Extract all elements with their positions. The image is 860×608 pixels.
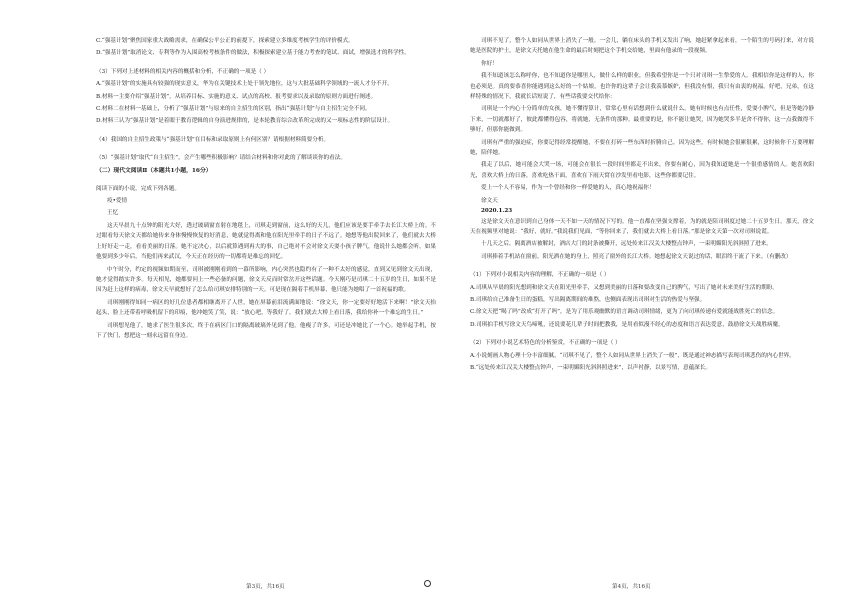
letter-paragraph: 司琪有严重的强迫症，你要记得经常提醒她，不要在打碎一些东西时折腾自己。因为这些，有时候她会很累很累，这时候你千万要理解她，陪伴她。: [470, 139, 814, 157]
question-2: （2）下列对小说艺术特色的分析鉴赏，不正确的一项是（ ）: [470, 340, 621, 347]
q2-option-a: A.小说刻画人物心理十分丰富细腻，“司琪不见了，整个人如同从世界上消失了一般”，既是通过神态描写表现司琪悲伤的内心世界。: [470, 352, 795, 359]
page-number-right: 第4页，共16页: [612, 584, 651, 590]
story-paragraph: 这是徐文天在意识到自己身体一天不如一天的情况下写的。他一直都在坚强支撑着，为的就是陪司琪度过她二十五岁生日。那天，徐文天在视频里对她说：“我好，就好。”我说我们见面，“等你回来了，我们就去大桥上看日落。”那是徐文天第一次对司琪说谎。: [470, 218, 814, 235]
q3-option-c: C.材料二在材料一基础上，分析了“强基计划”与原来的自主招生的区别，指出“强基计划”与自主招生完全不同。: [96, 106, 371, 113]
story-paragraph: 司琪刚刚得知同一病区的好几位患者都相继离开了人世，她在屏幕前泪流满面地说：“徐文天，你一定要好好地活下来啊！”徐文天抬起头，脸上还带着呼吸机留下的印痕，他冲她笑了笑，说：“放心吧，等我好了，我们就去大桥上看日落，我给你补一个难忘的生日。”: [96, 299, 436, 317]
story-author: 王忆: [107, 210, 119, 217]
letter-paragraph: 爱上一个人不容易，作为一个曾经和你一样爱她的人，真心地祝福你！: [481, 185, 655, 192]
story-title: 疫•爱情: [107, 198, 128, 205]
question-3: （3）下列对上述材料的相关内容的概括和分析，不正确的一项是（ ）: [96, 68, 270, 75]
question-5: （5）“强基计划”取代“自主招生”，会产生哪些积极影响？请结合材料和你对此的了解谈谈你的看法。: [96, 155, 346, 162]
q2-option-b: B.“远处传来江汉关大楼整点钟声，一束明媚阳光斜斜照进来”，以声衬静，以景写情，意蕴深长。: [470, 364, 711, 371]
q1-option-b: B.司琪给自己准备生日的蛋糕，写出隔离期间的难熬，也侧面表现出司琪对生活的热爱与坚强。: [470, 296, 706, 303]
q1-option-d: D.司琪拍手机写徐文天鸟啼吼，还说要花几辈子时间把教我，是用看似漫不经心的态度和语言表达爱意，鼓励徐文天战胜病魔。: [470, 321, 784, 328]
section-heading: （二）现代文阅读Ⅱ（本题共1小题，16分）: [96, 167, 212, 174]
q1-option-a: A.司琪从早晨的阳光想到和徐文天在阳光里牵手，又想到美丽的日落和要改变自己的脾气，写出了她对未来美好生活的期盼。: [470, 284, 778, 291]
q1-option-c: C.徐文天把“喝了吗”改成“打开了吗”，是为了用乐观幽默的语言调动司琪情绪，更为了向司琪传递有爱就能战胜死亡的信念。: [470, 309, 779, 316]
story-paragraph: 中午时分，约定的视频如期而至，司琪被刚刚看到的一幕所影响，内心突然也隐约有了一种不太好的感觉，直到又见到徐文天出现，她才觉得踏实许多。每天相见，她都要问上一些必备的问题，徐文天反而时常岔开这些话题。今天刚巧是司琪二十五岁的生日，如果不是因为赶上这样的病毒，徐文天早就想好了怎么给司琪安排特别的一天。可是现在隔着手机屏幕，他只能为她唱了一首祝福的歌。: [96, 266, 436, 294]
page-number-left: 第3页，共16页: [246, 584, 285, 590]
page-left: [96, 0, 436, 608]
letter-date: 2020.1.23: [481, 208, 513, 215]
story-paragraph: 这天早晨九十点钟的阳光大好，透过玻璃窗直射在地毯上，司琪走到窗前，这么好的天儿，他们应该是要手牵手去长江大桥上的。不过眼看每天徐文天都给她传来身体慢慢恢复的好消息，她就觉得离和他在阳光里牵手的日子不远了。她想等他出院回来了，他们就去大桥上好好走一走，看看美丽的日落。她不定决心，以后就算遇到再大的事，自己绝对不会对徐文天耍小孩子脾气，他说什么她都会听。如果他要到多少年后，当他们再来武汉，今天正在经历的一切都将是难忘的回忆。: [96, 222, 436, 261]
letter-paragraph: 我走了以后，她可能会大哭一场，可能会在很长一段时间里都走不出来，你要有耐心，因为我知道她是一个很重感情的人。她喜欢阳光，喜欢大桥上的日落，喜欢吃热干面，喜欢在下雨天窝在沙发里看电影，这些你都要记住。: [470, 162, 814, 179]
story-paragraph: 司琪想见他了，她求了医生很多次，终于在病区门口的隔离玻璃外见到了他。他瘦了许多，可还是冲她比了一个心。她举起手机，按下了快门，想把这一刻永远留在身边。: [96, 322, 436, 339]
letter-greeting: 你好！: [481, 60, 498, 67]
page-right: [470, 0, 814, 608]
question-1: （1）下列对小说相关内容的理解，不正确的一项是（ ）: [470, 272, 610, 279]
option-d: D.“强基计划”取消论文、专利等作为入围高校考核条件的做法，积极探索建立基于能力考查的笔试、面试，增强选才的科学性。: [96, 50, 410, 57]
story-paragraph: 司琪不见了，整个人如同从世界上消失了一般。一会儿，躺在床头的手机又发出了响，她赶紧拿起来看，一个陌生的号码打来，对方说她是医院的护士，是徐文天托她在他生命的最后时刻把这个手机交给她，里面有他录的一段视频。: [470, 38, 814, 55]
q3-option-b: B.材料一主要介绍“强基计划”，从培养目标、实施的意义、试点的高校、报考要求以及录取的原则方面进行阐述。: [96, 93, 377, 100]
instruction: 阅读下面的小说，完成下列各题。: [96, 185, 180, 192]
q3-option-d: D.材料三认为“强基计划”是着眼于教育逻辑的自身演进规律的，是本轮教育综合改革所完成的又一项标志性的阶层设计。: [96, 118, 394, 125]
story-paragraph: 司琪捧着手机站在窗前，阳光洒在她的身上，照亮了窗外的长江大桥。她想起徐文天说过的话，眼泪终于流了下来。（有删改）: [481, 253, 792, 260]
story-paragraph: 十几天之后，隔离酒店被解封，酒店大门的封条被撕开，远处传来江汉关大楼整点钟声，一束明媚阳光斜斜照了进来。: [481, 241, 772, 248]
option-c: C.“强基计划”聚焦国家重大战略需求，在确保公平公正的前提下，探索建立多维度考核学生的评价模式。: [96, 38, 354, 44]
circle-icon: [424, 580, 431, 587]
q3-option-a: A.“强基计划”的实施具有较强的现实意义，华为在关键技术上处于领先地位，这与大批基础科学领域的一流人才分不开。: [96, 81, 393, 88]
letter-paragraph: 我不知道该怎么称呼你，也不知道你是哪里人，做什么样的职业，但我希望你是一个只对司琪一生挚爱的人。我相信你是这样的人，你也必须是。真的要恭喜你能遇到这么好的一个姑娘，也许你的这辈子会让我羡慕嫉妒，但我没有恨，我只有由衷的祝福。好吧，兄弟，在这样特殊的情况下，我就长话短说了，有些话我要交代给你：: [470, 73, 814, 101]
question-4: （4）我国的自主招生政策与“强基计划”在目标和录取原则上有何区别？请根据材料简要分析。: [96, 136, 330, 143]
letter-paragraph: 司琪是一个内心十分简单的女孩，她不懂得算计，常常心里有话想到什么就说什么。她有时候也有点任性，爱耍小脾气，但是等她冷静下来，一切就都好了，彼此都懂得包容，将就她，无条件的那种。最重要的是，你不能让她哭，因为她哭多半是舍不得你，这一点我做得不够好，但那你能做到。: [470, 106, 814, 134]
letter-signature: 徐文天: [481, 197, 498, 204]
